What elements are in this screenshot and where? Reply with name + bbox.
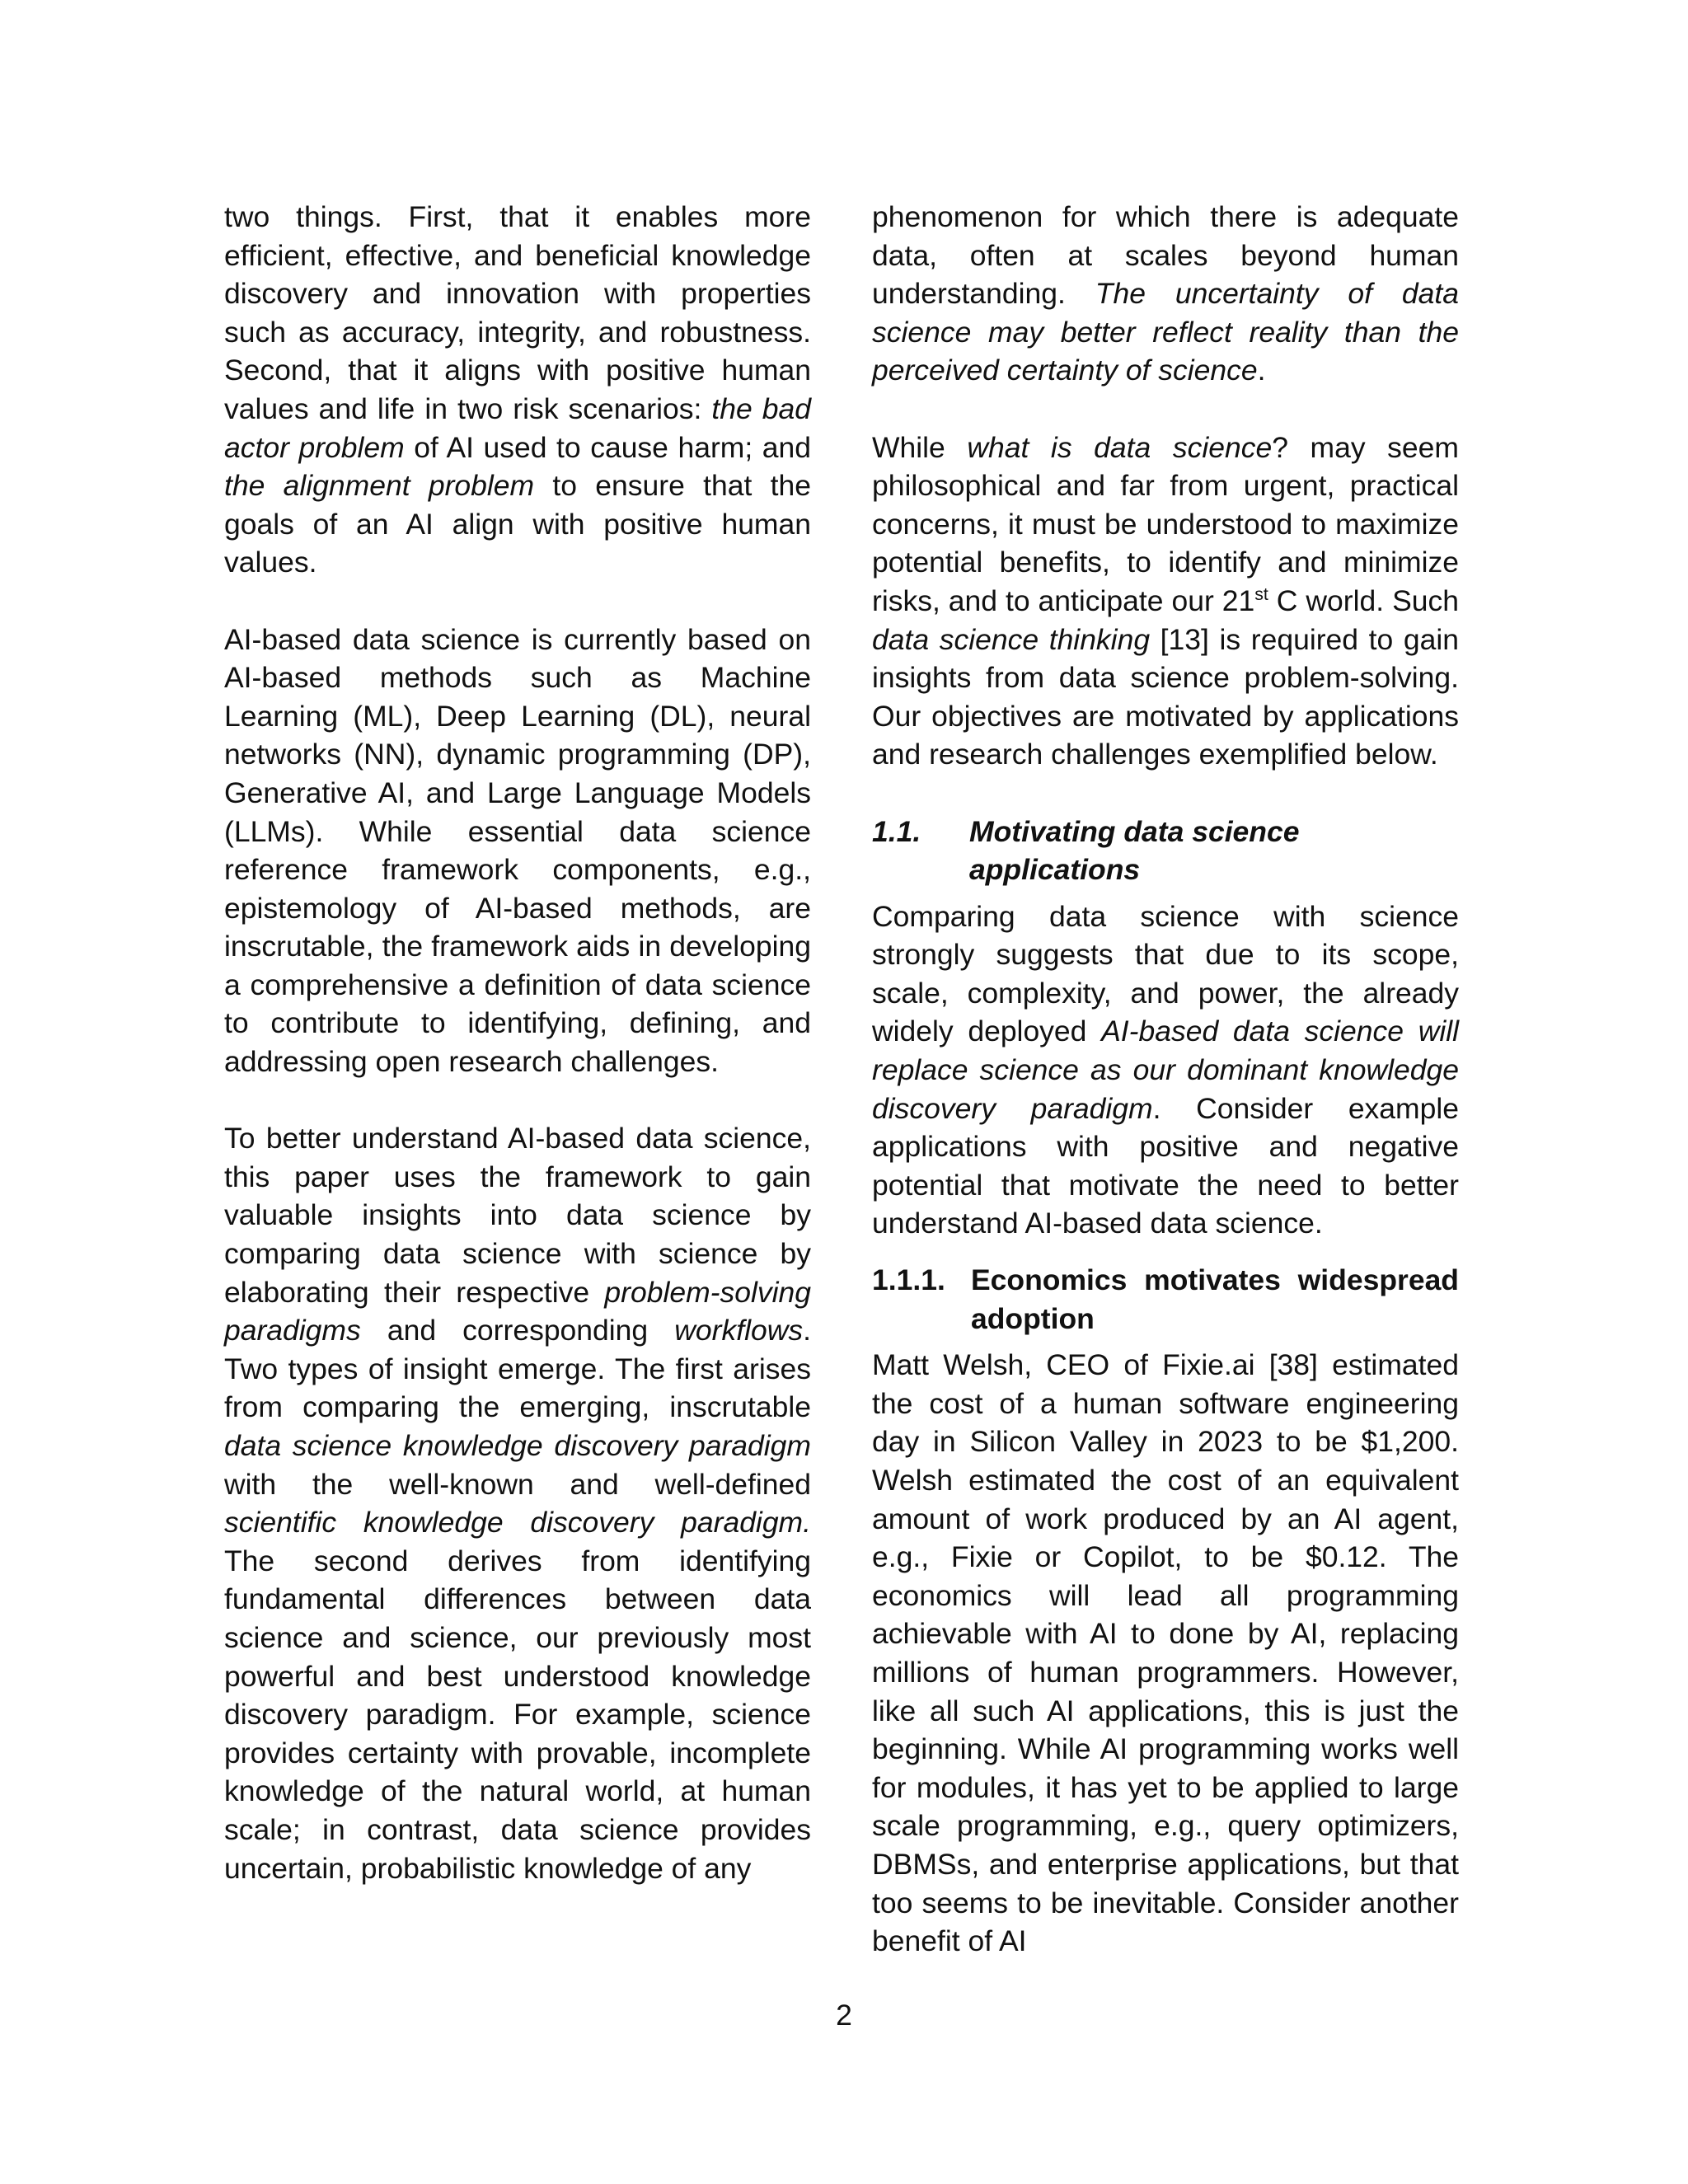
section-heading-1-1-1 bbox=[872, 1261, 1459, 1338]
text-run: . bbox=[1257, 354, 1266, 387]
text-run: and corresponding bbox=[360, 1314, 675, 1347]
paragraph-ai-methods: AI-based data science is currently based on AI-based methods such as Machine Learning (ML), Deep Learning (DL), neural networks (NN), dynamic programming (DP), Generative AI, and Large Language Models (LLMs). While essential data science reference framework components, e.g., epistemology of AI-based methods, are inscrutable, the framework aids in developing a comprehensive a definition of data science to contribute to identifying, defining, and addressing open research challenges. bbox=[224, 622, 811, 1079]
text-run: . Two types of insight emerge. The first arises from comparing the emerging, inscrutable bbox=[224, 1314, 811, 1424]
text-run: to ensure that the goals of an AI align with positive human values. bbox=[224, 469, 812, 579]
section-title: Economics motivates widespread adoption bbox=[971, 1263, 1459, 1335]
paragraph-economics: Matt Welsh, CEO of Fixie.ai [38] estimated the cost of a human software engineering day in Silicon Valley in 2023 to be $1,200. Welsh estimated the cost of an equivalent amount of work produced by an AI agent, e.g., Fixie or Copilot, to be $0.12. The economics will lead all programming achievable with AI to done by AI, replacing millions of human programmers. However, like all such AI applications, this is just the beginning. While AI programming works well for modules, it has yet to be applied to large scale programming, e.g., query optimizers, DBMSs, and enterprise applications, but that too seems to be inevitable. Consider another benefit of AI bbox=[872, 1348, 1459, 1958]
superscript: st bbox=[1254, 584, 1268, 605]
text-run: The second derives from identifying fundamental differences between data science and science, our previously most powerful and best understood knowledge discovery paradigm. For example, science provides certainty with provable, incomplete knowledge of the natural world, at human scale; in contrast, data science provides uncertain, probabilistic knowledge of any bbox=[224, 1544, 811, 1885]
italic-term: scientific knowledge discovery paradigm. bbox=[224, 1506, 811, 1540]
italic-term-bad-actor: the bad actor problem bbox=[224, 391, 811, 464]
paragraph-phenomenon bbox=[872, 198, 1459, 390]
section-title: Motivating data science applications bbox=[969, 814, 1300, 887]
italic-term: what is data science bbox=[967, 430, 1273, 464]
right-column bbox=[872, 198, 1459, 1961]
text-run: ? may seem philosophical and far from urgent, practical concerns, it must be understood to maximize potential benefits, to identify and minimize risks, and to anticipate our 21 bbox=[872, 430, 1459, 617]
text-run: C world. Such bbox=[1268, 583, 1459, 617]
italic-term: data science knowledge discovery paradigm bbox=[224, 1429, 811, 1462]
paragraph-goals bbox=[224, 198, 811, 582]
text-run: Comparing data science with science strongly suggests that due to its scope, scale, complexity, and power, the already widely deployed bbox=[872, 899, 1459, 1048]
text-run: [13] is required to gain insights from data science problem-solving. Our objectives are motivated by applications and research challenges exemplified below. bbox=[872, 622, 1459, 771]
text-run: While bbox=[872, 430, 968, 464]
paragraph-comparing bbox=[872, 898, 1459, 1243]
text-run: . Consider example applications with positive and negative potential that motivate the need to better understand AI-based data science. bbox=[872, 1091, 1459, 1240]
text-run: two things. First, that it enables more efficient, effective, and beneficial knowledge discovery and innovation with properties such as accuracy, integrity, and robustness. Second, that it aligns with positive human values and life in two risk scenarios: bbox=[224, 200, 811, 425]
section-heading-1-1 bbox=[872, 813, 1459, 889]
text-run: phenomenon for which there is adequate data, often at scales beyond human understanding. bbox=[872, 200, 1459, 311]
italic-term-alignment: the alignment problem bbox=[224, 469, 535, 503]
italic-statement: The uncertainty of data science may better reflect reality than the perceived certainty of science bbox=[872, 277, 1459, 387]
italic-term: data science thinking bbox=[872, 622, 1151, 656]
paragraph-what-is-data-science bbox=[872, 429, 1459, 774]
italic-term: problem-solving paradigms bbox=[224, 1275, 811, 1347]
text-run: with the well-known and well-defined bbox=[224, 1467, 811, 1501]
section-number: 1.1. bbox=[872, 814, 921, 848]
italic-statement: AI-based data science will replace science as our dominant knowledge discovery paradigm bbox=[872, 1015, 1459, 1125]
text-run: To better understand AI-based data science, this paper uses the framework to gain valuable insights into data science by comparing data science with science by elaborating their respective bbox=[224, 1122, 811, 1309]
text-run: of AI used to cause harm; and bbox=[404, 430, 811, 464]
left-column bbox=[224, 198, 811, 1887]
paragraph-paradigms bbox=[224, 1119, 811, 1887]
page-number: 2 bbox=[836, 1999, 852, 2032]
italic-term: workflows bbox=[674, 1314, 804, 1347]
section-number: 1.1.1. bbox=[872, 1263, 945, 1297]
